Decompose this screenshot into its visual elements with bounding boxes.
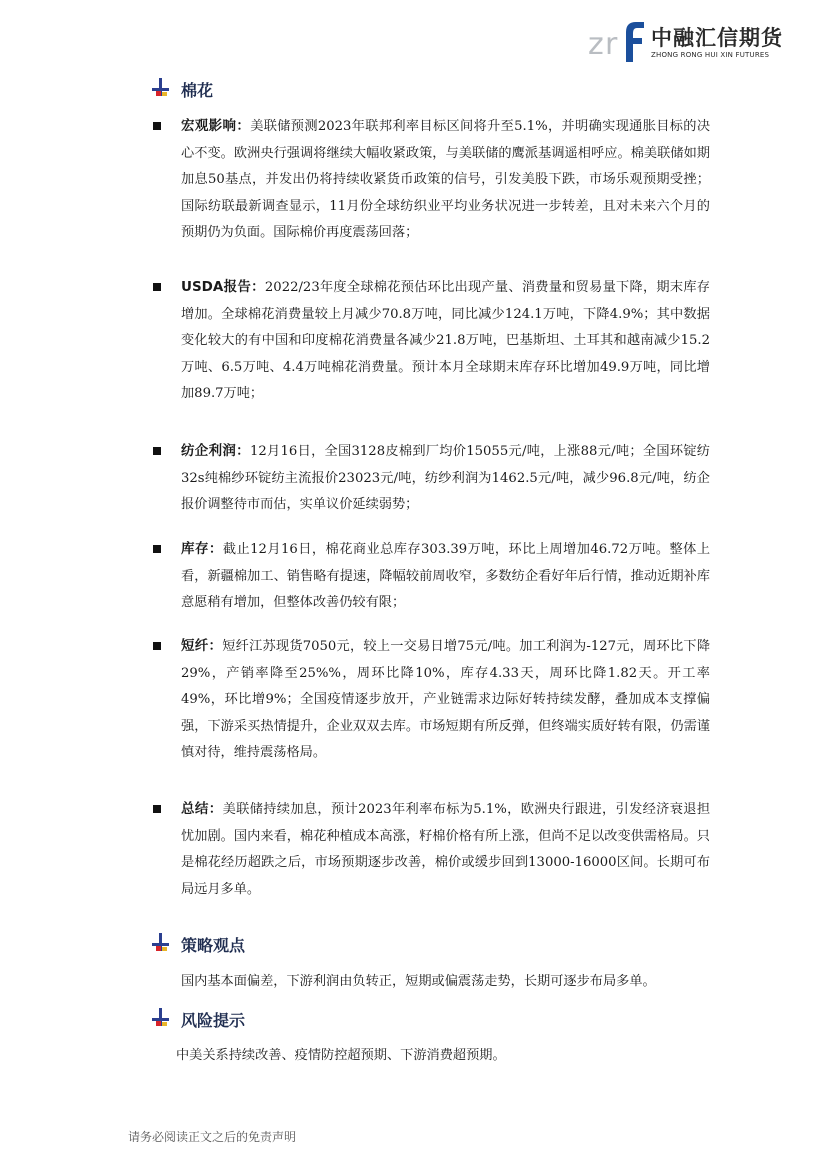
svg-text:r: r (605, 27, 618, 62)
section-marker-icon (150, 1007, 172, 1029)
item-text: 2022/23年度全球棉花预估环比出现产量、消费量和贸易量下降，期末库存增加。全球棉花消费量较上月减少70.8万吨，同比减少124.1万吨，下降4.9%；其中数据变化较大的有中国和印度棉花消费量各减少21.8万吨，巴基斯坦、土耳其和越南减少15.2万吨、6.5万吨、4.4万吨棉花消费量。预计本月全球期末库存环比增加49.9万吨，同比增加89.7万吨； (181, 280, 710, 402)
bullet-item-usda (150, 274, 710, 408)
bullet-square-icon (153, 447, 161, 455)
bullet-square-icon (153, 122, 161, 130)
svg-text:z: z (588, 27, 604, 62)
section-marker-icon (150, 932, 172, 954)
item-text: 美联储持续加息，预计2023年利率布标为5.1%，欧洲央行跟进，引发经济衰退担忧加剧。国内来看，棉花种植成本高涨，籽棉价格有所上涨，但尚不足以改变供需格局。只是棉花经历超跌之后，市场预期逐步改善，棉价或缓步回到13000-16000区间。长期可布局远月多单。 (181, 802, 711, 897)
bullet-square-icon (153, 642, 161, 650)
item-label: 纺企利润： (181, 443, 250, 459)
strategy-text: 国内基本面偏差，下游利润由负转正，短期或偏震荡走势，长期可逐步布局多单。 (181, 974, 656, 989)
item-label: USDA报告： (181, 279, 265, 295)
bullet-item-mill-profit (150, 438, 710, 519)
section-title: 棉花 (181, 81, 214, 100)
bullet-item-macro (150, 113, 710, 247)
item-text: 截止12月16日，棉花商业总库存303.39万吨，环比上周增加46.72万吨。整体上看，新疆棉加工、销售略有提速，降幅较前周收窄，多数纺企看好年后行情，推动近期补库意愿稍有增加，但整体改善仍较有限； (181, 542, 711, 611)
bullet-item-inventory (150, 536, 710, 617)
logo-text-en: ZHONG RONG HUI XIN FUTURES (651, 51, 770, 59)
item-text: 12月16日，全国3128皮棉到厂均价15055元/吨，上涨88元/吨；全国环锭纺32s纯棉纱环锭纺主流报价23023元/吨，纺纱利润为1462.5元/吨，减少96.8元/吨，纺企报价调整待市而估，实单议价延续弱势； (181, 444, 710, 513)
section-marker-icon (150, 77, 172, 99)
item-label: 宏观影响： (181, 118, 251, 134)
logo-mark-icon (588, 18, 650, 64)
logo-text-cn: 中融汇信期货 (651, 26, 783, 50)
company-logo (588, 18, 783, 66)
bullet-square-icon (153, 283, 161, 291)
bullet-item-summary (150, 796, 710, 903)
section-title: 风险提示 (181, 1011, 246, 1030)
item-label: 库存： (181, 541, 223, 557)
bullet-square-icon (153, 805, 161, 813)
bullet-square-icon (153, 545, 161, 553)
section-title: 策略观点 (181, 936, 246, 955)
item-label: 总结： (181, 801, 223, 817)
item-text: 短纤江苏现货7050元，较上一交易日增75元/吨。加工利润为-127元，周环比下降29%，产销率降至25%%，周环比降10%，库存4.33天，周环比降1.82天。开工率49%，环比增9%；全国疫情逐步放开，产业链需求边际好转持续发酵，叠加成本支撑偏强，下游采买热情提升，企业双双去库。市场短期有所反弹，但终端实质好转有限，仍需谨慎对待，维持震荡格局。 (181, 639, 711, 761)
item-text: 美联储预测2023年联邦利率目标区间将升至5.1%，并明确实现通胀目标的决心不变。欧洲央行强调将继续大幅收紧政策，与美联储的鹰派基调遥相呼应。棉美联储如期加息50基点，并发出仍将持续收紧货币政策的信号，引发美股下跌，市场乐观预期受挫；国际纺联最新调查显示，11月份全球纺织业平均业务状况进一步转差，且对未来六个月的预期仍为负面。国际棉价再度震荡回落； (181, 119, 711, 241)
item-label: 短纤： (181, 638, 223, 654)
footer-disclaimer: 请务必阅读正文之后的免责声明 (128, 1130, 297, 1144)
bullet-item-staple-fiber (150, 633, 710, 767)
risk-text: 中美关系持续改善、疫情防控超预期、下游消费超预期。 (176, 1048, 506, 1063)
